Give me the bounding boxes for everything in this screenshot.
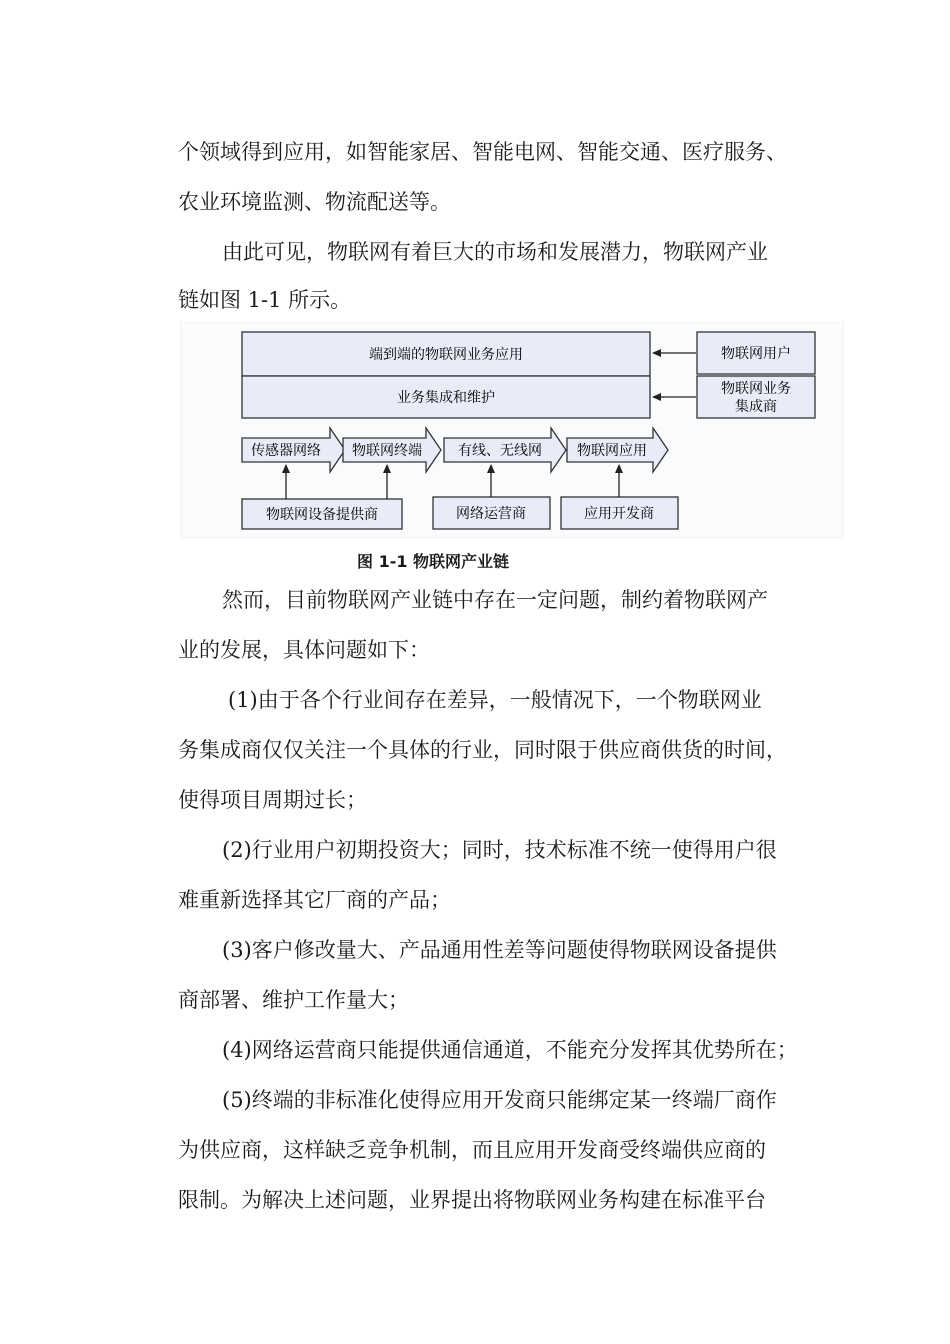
body-text-line: 难重新选择其它厂商的产品； [178, 888, 451, 912]
chain-label: 有线、无线网 [458, 443, 542, 459]
network-operator-label: 网络运营商 [456, 506, 526, 522]
body-text-line: 业的发展，具体问题如下： [178, 638, 430, 662]
end-to-end-app-label: 端到端的物联网业务应用 [369, 347, 523, 363]
body-text-line: 然而，目前物联网产业链中存在一定问题，制约着物联网产 [222, 588, 768, 612]
device-provider-label: 物联网设备提供商 [266, 507, 378, 523]
body-text-line: 务集成商仅仅关注一个具体的行业，同时限于供应商供货的时间， [178, 738, 787, 762]
iot-user-label: 物联网用户 [721, 346, 791, 362]
chain-label: 物联网终端 [352, 443, 422, 459]
iot-industry-chain-figure [180, 322, 844, 538]
body-text-line: 个领域得到应用，如智能家居、智能电网、智能交通、医疗服务、 [178, 140, 787, 164]
body-text-line: 链如图 1-1 所示。 [178, 288, 352, 312]
body-text-line: 由此可见，物联网有着巨大的市场和发展潜力，物联网产业 [222, 240, 768, 264]
figure-caption: 图 1-1 物联网产业链 [357, 552, 510, 571]
body-text-line: 为供应商，这样缺乏竞争机制，而且应用开发商受终端供应商的 [178, 1138, 766, 1162]
chain-label: 传感器网络 [251, 443, 321, 459]
chain-label: 物联网应用 [577, 443, 647, 459]
integration-maintenance-label: 业务集成和维护 [397, 390, 495, 406]
figure-diagram [180, 322, 844, 538]
body-text-line: 使得项目周期过长； [178, 788, 367, 812]
body-text-line: (4)网络运营商只能提供通信通道，不能充分发挥其优势所在； [222, 1038, 798, 1062]
integrator-label-line1: 物联网业务 [721, 381, 791, 397]
integrator-label-line2: 集成商 [735, 399, 777, 415]
body-text-line: 农业环境监测、物流配送等。 [178, 190, 451, 214]
body-text-line: (1)由于各个行业间存在差异，一般情况下，一个物联网业 [228, 688, 762, 712]
body-text-line: 商部署、维护工作量大； [178, 988, 409, 1012]
body-text-line: (3)客户修改量大、产品通用性差等问题使得物联网设备提供 [222, 938, 777, 962]
body-text-line: 限制。为解决上述问题，业界提出将物联网业务构建在标准平台 [178, 1188, 766, 1212]
body-text-line: (2)行业用户初期投资大；同时，技术标准不统一使得用户很 [222, 838, 777, 862]
app-developer-label: 应用开发商 [584, 506, 654, 522]
body-text-line: (5)终端的非标准化使得应用开发商只能绑定某一终端厂商作 [222, 1088, 777, 1112]
